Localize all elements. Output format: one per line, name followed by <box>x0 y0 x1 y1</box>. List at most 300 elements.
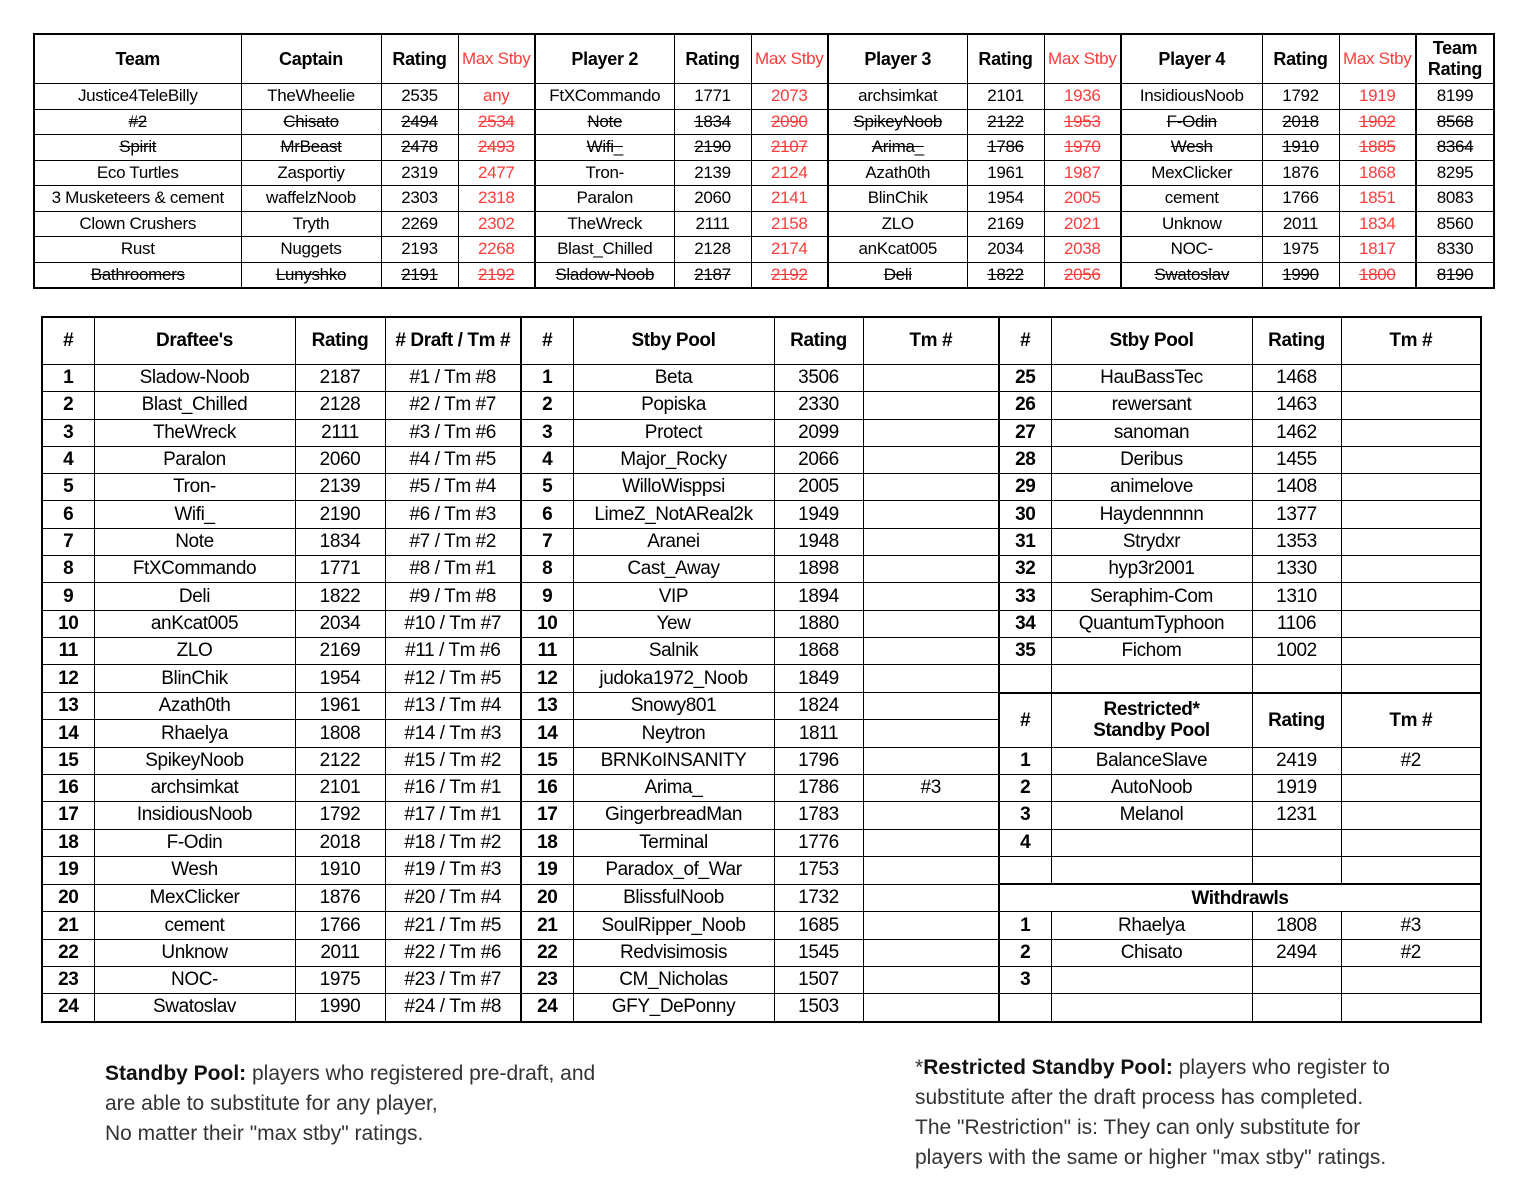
draftees-header-cell: Draftee's <box>94 317 295 365</box>
draft-row <box>42 365 1481 392</box>
teams-header-cell: Player 2 <box>535 34 674 84</box>
team-cell: 2128 <box>674 237 751 263</box>
restricted-header-line1: Restricted* <box>1103 699 1200 721</box>
restricted-pool-cell: 2 <box>999 774 1051 801</box>
stby-pool-cell: #3 <box>863 774 999 801</box>
teams-header-row <box>34 34 1494 84</box>
team-cell: 2193 <box>381 237 458 263</box>
team-cell: Azath0th <box>828 160 967 186</box>
draftee-cell: 5 <box>42 474 94 501</box>
stby-pool-cell: BlissfulNoob <box>573 884 774 912</box>
team-cell: Paralon <box>535 186 674 212</box>
team-cell: Rust <box>34 237 241 263</box>
team-cell: Lunyshko <box>241 262 381 288</box>
stby-pool-cell: 2005 <box>774 474 863 501</box>
draftee-cell: 1876 <box>295 884 385 912</box>
team-cell: 8364 <box>1416 135 1494 161</box>
stby-pool-cell: 2 <box>521 392 573 419</box>
stby-pool-cell: 10 <box>521 610 573 637</box>
stby-pool-cell: 33 <box>999 583 1051 610</box>
draftee-cell: 1954 <box>295 665 385 693</box>
stby-pool-cell: 21 <box>521 912 573 939</box>
withdrawal-cell: 2 <box>999 939 1051 966</box>
stby-pool-cell: 1408 <box>1252 474 1341 501</box>
team-cell: 1851 <box>1339 186 1416 212</box>
draftee-cell: 19 <box>42 856 94 884</box>
draftee-cell: 24 <box>42 994 94 1022</box>
stby-pool-cell: 11 <box>521 637 573 664</box>
draftee-cell: 1771 <box>295 556 385 583</box>
stby-pool-cell: 35 <box>999 637 1051 664</box>
draftee-cell: 2128 <box>295 392 385 419</box>
withdrawal-cell: #2 <box>1341 939 1481 966</box>
team-cell: 1786 <box>967 135 1044 161</box>
stby-pool-cell: 14 <box>521 720 573 747</box>
stby-pool-cell: 19 <box>521 856 573 884</box>
stby-pool-cell <box>1341 556 1481 583</box>
draftee-cell: archsimkat <box>94 774 295 801</box>
team-cell: 2169 <box>967 211 1044 237</box>
stby-pool-cell: 28 <box>999 446 1051 473</box>
stby-pool-cell <box>863 693 999 720</box>
team-cell: 1936 <box>1044 84 1121 110</box>
stby-pool-cell: QuantumTyphoon <box>1051 610 1252 637</box>
stby-pool-cell <box>999 665 1051 693</box>
stby-pool-cell: 1377 <box>1252 501 1341 528</box>
restricted-pool-cell <box>1051 829 1252 856</box>
team-cell: Chisato <box>241 109 381 135</box>
stby-pool-cell: judoka1972_Noob <box>573 665 774 693</box>
draftee-cell: Wifi_ <box>94 501 295 528</box>
team-cell: 2034 <box>967 237 1044 263</box>
draftee-cell: 20 <box>42 884 94 912</box>
stby-pool-cell: 1849 <box>774 665 863 693</box>
teams-header-cell: Player 4 <box>1121 34 1262 84</box>
draftees-header-cell: Rating <box>295 317 385 365</box>
stby-pool-cell: 18 <box>521 829 573 856</box>
stby-pool-cell: Salnik <box>573 637 774 664</box>
stby-pool-cell: Cast_Away <box>573 556 774 583</box>
team-cell: 1868 <box>1339 160 1416 186</box>
draftee-cell: #22 / Tm #6 <box>385 939 521 966</box>
stby-pool-cell <box>1341 392 1481 419</box>
team-cell: Swatoslav <box>1121 262 1262 288</box>
stby-pool-cell: LimeZ_NotAReal2k <box>573 501 774 528</box>
draftee-cell: 12 <box>42 665 94 693</box>
stby-pool-cell: 1894 <box>774 583 863 610</box>
draftee-cell: NOC- <box>94 967 295 994</box>
stby-pool-cell: 30 <box>999 501 1051 528</box>
stby-pool-cell: 2066 <box>774 446 863 473</box>
stby1-header-cell: Stby Pool <box>573 317 774 365</box>
stby-pool-cell: 9 <box>521 583 573 610</box>
team-cell: 2269 <box>381 211 458 237</box>
stby-pool-cell: 1732 <box>774 884 863 912</box>
team-cell: ZLO <box>828 211 967 237</box>
team-cell: 8568 <box>1416 109 1494 135</box>
team-cell: 2158 <box>751 211 828 237</box>
withdrawal-cell <box>1051 967 1252 994</box>
teams-header-cell: Team <box>34 34 241 84</box>
restricted-pool-note <box>915 1053 1475 1173</box>
restricted-header-cell: # <box>999 693 1051 748</box>
draftee-cell: #8 / Tm #1 <box>385 556 521 583</box>
stby-pool-cell: 2099 <box>774 419 863 446</box>
draftee-cell: #3 / Tm #6 <box>385 419 521 446</box>
withdrawal-cell: Rhaelya <box>1051 912 1252 939</box>
stby-pool-cell: 1353 <box>1252 528 1341 555</box>
stby-pool-cell: 1949 <box>774 501 863 528</box>
stby-pool-cell: Haydennnnn <box>1051 501 1252 528</box>
stby-pool-cell <box>1341 446 1481 473</box>
team-cell: 1885 <box>1339 135 1416 161</box>
stby-pool-cell: 25 <box>999 365 1051 392</box>
team-cell: Tron- <box>535 160 674 186</box>
draftee-cell: #6 / Tm #3 <box>385 501 521 528</box>
draftee-cell: 2190 <box>295 501 385 528</box>
restricted-pool-note-line3: The "Restriction" is: They can only substitute for <box>915 1116 1361 1139</box>
stby-pool-cell: GFY_DePonny <box>573 994 774 1022</box>
stby-pool-cell: 1310 <box>1252 583 1341 610</box>
restricted-pool-cell: BalanceSlave <box>1051 747 1252 774</box>
team-cell: 2107 <box>751 135 828 161</box>
stby-pool-cell: Fichom <box>1051 637 1252 664</box>
restricted-pool-cell <box>1051 856 1252 884</box>
stby-pool-cell: 3506 <box>774 365 863 392</box>
stby2-header-cell: Stby Pool <box>1051 317 1252 365</box>
draftee-cell: 18 <box>42 829 94 856</box>
teams-header-cell: Player 3 <box>828 34 967 84</box>
stby-pool-cell: sanoman <box>1051 419 1252 446</box>
team-cell: 2268 <box>458 237 535 263</box>
restricted-header-title <box>1051 693 1252 748</box>
team-cell: 1990 <box>1262 262 1339 288</box>
team-cell: FtXCommando <box>535 84 674 110</box>
restricted-pool-cell <box>1341 774 1481 801</box>
restricted-pool-cell <box>1252 856 1341 884</box>
stby-pool-cell <box>863 994 999 1022</box>
team-cell: Tryth <box>241 211 381 237</box>
draftee-cell: #7 / Tm #2 <box>385 528 521 555</box>
stby-pool-cell: animelove <box>1051 474 1252 501</box>
draftee-cell: 2101 <box>295 774 385 801</box>
stby-pool-cell: 1468 <box>1252 365 1341 392</box>
teams-header-cell: Captain <box>241 34 381 84</box>
stby-pool-cell: Neytron <box>573 720 774 747</box>
draftee-cell: #18 / Tm #2 <box>385 829 521 856</box>
stby-pool-cell: 1455 <box>1252 446 1341 473</box>
draftee-cell: #19 / Tm #3 <box>385 856 521 884</box>
teams-header-cell: Rating <box>674 34 751 84</box>
team-cell: 2005 <box>1044 186 1121 212</box>
stby-pool-cell: 4 <box>521 446 573 473</box>
stby-pool-cell: 6 <box>521 501 573 528</box>
draftee-cell: 1961 <box>295 693 385 720</box>
team-cell: 2478 <box>381 135 458 161</box>
team-cell: 2101 <box>967 84 1044 110</box>
draftee-cell: 1910 <box>295 856 385 884</box>
stby-pool-cell <box>1341 610 1481 637</box>
draftee-cell: 8 <box>42 556 94 583</box>
withdrawal-cell <box>1252 994 1341 1022</box>
withdrawal-cell: Chisato <box>1051 939 1252 966</box>
withdrawal-cell <box>1252 967 1341 994</box>
team-cell: 2111 <box>674 211 751 237</box>
team-cell: Eco Turtles <box>34 160 241 186</box>
draftee-cell: FtXCommando <box>94 556 295 583</box>
teams-header-cell: Max Stby <box>1339 34 1416 84</box>
team-cell: Wesh <box>1121 135 1262 161</box>
stby-pool-cell: 1783 <box>774 802 863 829</box>
draft-row <box>42 610 1481 637</box>
team-cell: Nuggets <box>241 237 381 263</box>
stby-pool-cell: 1898 <box>774 556 863 583</box>
team-cell: 2494 <box>381 109 458 135</box>
stby-pool-cell: 16 <box>521 774 573 801</box>
stby-pool-cell: Seraphim-Com <box>1051 583 1252 610</box>
draft-row <box>42 939 1481 966</box>
draftee-cell: TheWreck <box>94 419 295 446</box>
stby-pool-cell: 34 <box>999 610 1051 637</box>
draftee-cell: 13 <box>42 693 94 720</box>
restricted-pool-note-line2: substitute after the draft process has completed. <box>915 1086 1364 1109</box>
stby-pool-cell: Snowy801 <box>573 693 774 720</box>
stby-pool-cell <box>863 610 999 637</box>
draftee-cell: #5 / Tm #4 <box>385 474 521 501</box>
teams-header-cell: Max Stby <box>1044 34 1121 84</box>
stby-pool-cell: BRNKoINSANITY <box>573 747 774 774</box>
stby-pool-cell <box>863 967 999 994</box>
stby-pool-cell: CM_Nicholas <box>573 967 774 994</box>
draftee-cell: #16 / Tm #1 <box>385 774 521 801</box>
team-cell: 2303 <box>381 186 458 212</box>
team-cell: #2 <box>34 109 241 135</box>
stby-pool-cell <box>863 392 999 419</box>
teams-header-cell: Max Stby <box>458 34 535 84</box>
restricted-pool-note-title: Restricted Standby Pool: <box>923 1056 1173 1079</box>
stby-pool-cell <box>1252 665 1341 693</box>
draft-row <box>42 501 1481 528</box>
team-cell: Clown Crushers <box>34 211 241 237</box>
team-cell: waffelzNoob <box>241 186 381 212</box>
team-cell: 2319 <box>381 160 458 186</box>
stby-pool-cell: Protect <box>573 419 774 446</box>
stby-pool-cell: Yew <box>573 610 774 637</box>
team-cell: 8083 <box>1416 186 1494 212</box>
team-cell: BlinChik <box>828 186 967 212</box>
team-cell: 2018 <box>1262 109 1339 135</box>
team-cell: 1834 <box>1339 211 1416 237</box>
team-cell: 1834 <box>674 109 751 135</box>
draft-row <box>42 994 1481 1022</box>
stby-pool-cell: 1880 <box>774 610 863 637</box>
team-cell: 1771 <box>674 84 751 110</box>
withdrawals-title: Withdrawls <box>999 884 1481 912</box>
draftee-cell: 1822 <box>295 583 385 610</box>
team-cell: 1792 <box>1262 84 1339 110</box>
team-cell: Sladow-Noob <box>535 262 674 288</box>
stby-pool-cell: 23 <box>521 967 573 994</box>
team-cell: 1975 <box>1262 237 1339 263</box>
draftee-cell: Blast_Chilled <box>94 392 295 419</box>
team-cell: InsidiousNoob <box>1121 84 1262 110</box>
restricted-pool-cell <box>1341 829 1481 856</box>
stby-pool-cell: 1776 <box>774 829 863 856</box>
team-cell: cement <box>1121 186 1262 212</box>
stby-pool-cell: Deribus <box>1051 446 1252 473</box>
restricted-pool-cell: 4 <box>999 829 1051 856</box>
withdrawal-cell <box>1051 994 1252 1022</box>
draftee-cell: 4 <box>42 446 94 473</box>
withdrawal-cell: 1 <box>999 912 1051 939</box>
stby-pool-cell: 1796 <box>774 747 863 774</box>
stby-pool-cell <box>863 446 999 473</box>
team-cell: Bathroomers <box>34 262 241 288</box>
team-cell: 8295 <box>1416 160 1494 186</box>
team-cell: 2318 <box>458 186 535 212</box>
draft-row <box>42 884 1481 912</box>
draft-row <box>42 967 1481 994</box>
stby-pool-cell: 15 <box>521 747 573 774</box>
stby-pool-cell: 1 <box>521 365 573 392</box>
stby-pool-cell: 1868 <box>774 637 863 664</box>
team-cell: 1800 <box>1339 262 1416 288</box>
stby-pool-cell: 1824 <box>774 693 863 720</box>
draftees-header-cell: # <box>42 317 94 365</box>
team-cell: 8560 <box>1416 211 1494 237</box>
stby1-header-cell: Rating <box>774 317 863 365</box>
draft-row <box>42 856 1481 884</box>
stby-pool-cell: 1463 <box>1252 392 1341 419</box>
stby-pool-cell: Aranei <box>573 528 774 555</box>
draft-row <box>42 693 1481 720</box>
team-cell: Wifi_ <box>535 135 674 161</box>
stby-pool-cell <box>863 474 999 501</box>
team-cell: 2192 <box>751 262 828 288</box>
teams-table <box>33 33 1495 289</box>
stby-pool-cell: VIP <box>573 583 774 610</box>
team-cell: 2174 <box>751 237 828 263</box>
draftee-cell: 2034 <box>295 610 385 637</box>
stby-pool-cell: 7 <box>521 528 573 555</box>
stby-pool-cell: 17 <box>521 802 573 829</box>
stby-pool-cell: 1685 <box>774 912 863 939</box>
stby-pool-cell <box>1341 419 1481 446</box>
stby-pool-cell <box>1341 583 1481 610</box>
stby-pool-cell: Arima_ <box>573 774 774 801</box>
withdrawal-cell: #3 <box>1341 912 1481 939</box>
draft-row <box>42 474 1481 501</box>
draftee-cell: 1792 <box>295 802 385 829</box>
draft-row <box>42 829 1481 856</box>
team-cell: 2122 <box>967 109 1044 135</box>
draftee-cell: 11 <box>42 637 94 664</box>
stby-pool-cell <box>863 720 999 747</box>
team-cell: 1817 <box>1339 237 1416 263</box>
draft-table <box>41 316 1482 1023</box>
team-cell: 1961 <box>967 160 1044 186</box>
stby-pool-cell: 1811 <box>774 720 863 747</box>
draftee-cell: anKcat005 <box>94 610 295 637</box>
restricted-pool-cell: 1231 <box>1252 802 1341 829</box>
team-cell: 2139 <box>674 160 751 186</box>
draftee-cell: 3 <box>42 419 94 446</box>
team-cell: 3 Musketeers & cement <box>34 186 241 212</box>
draft-row <box>42 665 1481 693</box>
team-cell: 2090 <box>751 109 828 135</box>
stby-pool-cell: 8 <box>521 556 573 583</box>
stby-pool-cell <box>863 939 999 966</box>
stby1-header-cell: Tm # <box>863 317 999 365</box>
draftee-cell: 1766 <box>295 912 385 939</box>
draftee-cell: #17 / Tm #1 <box>385 802 521 829</box>
stby-pool-cell: 32 <box>999 556 1051 583</box>
team-cell: 8330 <box>1416 237 1494 263</box>
draftee-cell: 2060 <box>295 446 385 473</box>
stby-pool-cell: 12 <box>521 665 573 693</box>
draftee-cell: #10 / Tm #7 <box>385 610 521 637</box>
restricted-pool-cell: Melanol <box>1051 802 1252 829</box>
draftee-cell: F-Odin <box>94 829 295 856</box>
stby-pool-cell: 1330 <box>1252 556 1341 583</box>
stby-pool-cell: 1507 <box>774 967 863 994</box>
stby2-header-cell: Rating <box>1252 317 1341 365</box>
draftee-cell: #15 / Tm #2 <box>385 747 521 774</box>
stby-pool-cell <box>1341 528 1481 555</box>
restricted-header-line2: Standby Pool <box>1093 720 1210 742</box>
team-cell: 8199 <box>1416 84 1494 110</box>
stby-pool-cell: 1106 <box>1252 610 1341 637</box>
stby-pool-cell: Paradox_of_War <box>573 856 774 884</box>
stby-pool-cell: Redvisimosis <box>573 939 774 966</box>
draftee-cell: 23 <box>42 967 94 994</box>
draft-row <box>42 392 1481 419</box>
draftee-cell: Tron- <box>94 474 295 501</box>
stby-pool-cell: rewersant <box>1051 392 1252 419</box>
team-cell: SpikeyNoob <box>828 109 967 135</box>
stby-pool-cell: 1753 <box>774 856 863 884</box>
draftee-cell: #20 / Tm #4 <box>385 884 521 912</box>
team-cell: 2038 <box>1044 237 1121 263</box>
teams-header-cell: Team Rating <box>1416 34 1494 84</box>
stby-pool-cell <box>863 665 999 693</box>
team-cell: 2191 <box>381 262 458 288</box>
stby-pool-cell: 13 <box>521 693 573 720</box>
stby-pool-cell <box>863 747 999 774</box>
withdrawal-cell: 1808 <box>1252 912 1341 939</box>
draftee-cell: Note <box>94 528 295 555</box>
stby-pool-cell <box>1341 665 1481 693</box>
stby-pool-cell <box>863 912 999 939</box>
stby-pool-cell: Popiska <box>573 392 774 419</box>
restricted-header-cell: Tm # <box>1341 693 1481 748</box>
draft-row <box>42 556 1481 583</box>
withdrawal-cell: 2494 <box>1252 939 1341 966</box>
stby2-header-cell: Tm # <box>1341 317 1481 365</box>
team-cell: 2192 <box>458 262 535 288</box>
draftee-cell: #9 / Tm #8 <box>385 583 521 610</box>
stby-pool-cell: 20 <box>521 884 573 912</box>
draftee-cell: 2169 <box>295 637 385 664</box>
stby2-header-cell: # <box>999 317 1051 365</box>
team-cell: 2021 <box>1044 211 1121 237</box>
stby-pool-cell: 22 <box>521 939 573 966</box>
team-cell: 2493 <box>458 135 535 161</box>
draftee-cell: Unknow <box>94 939 295 966</box>
draftee-cell: 21 <box>42 912 94 939</box>
stby-pool-cell: SoulRipper_Noob <box>573 912 774 939</box>
draftee-cell: ZLO <box>94 637 295 664</box>
